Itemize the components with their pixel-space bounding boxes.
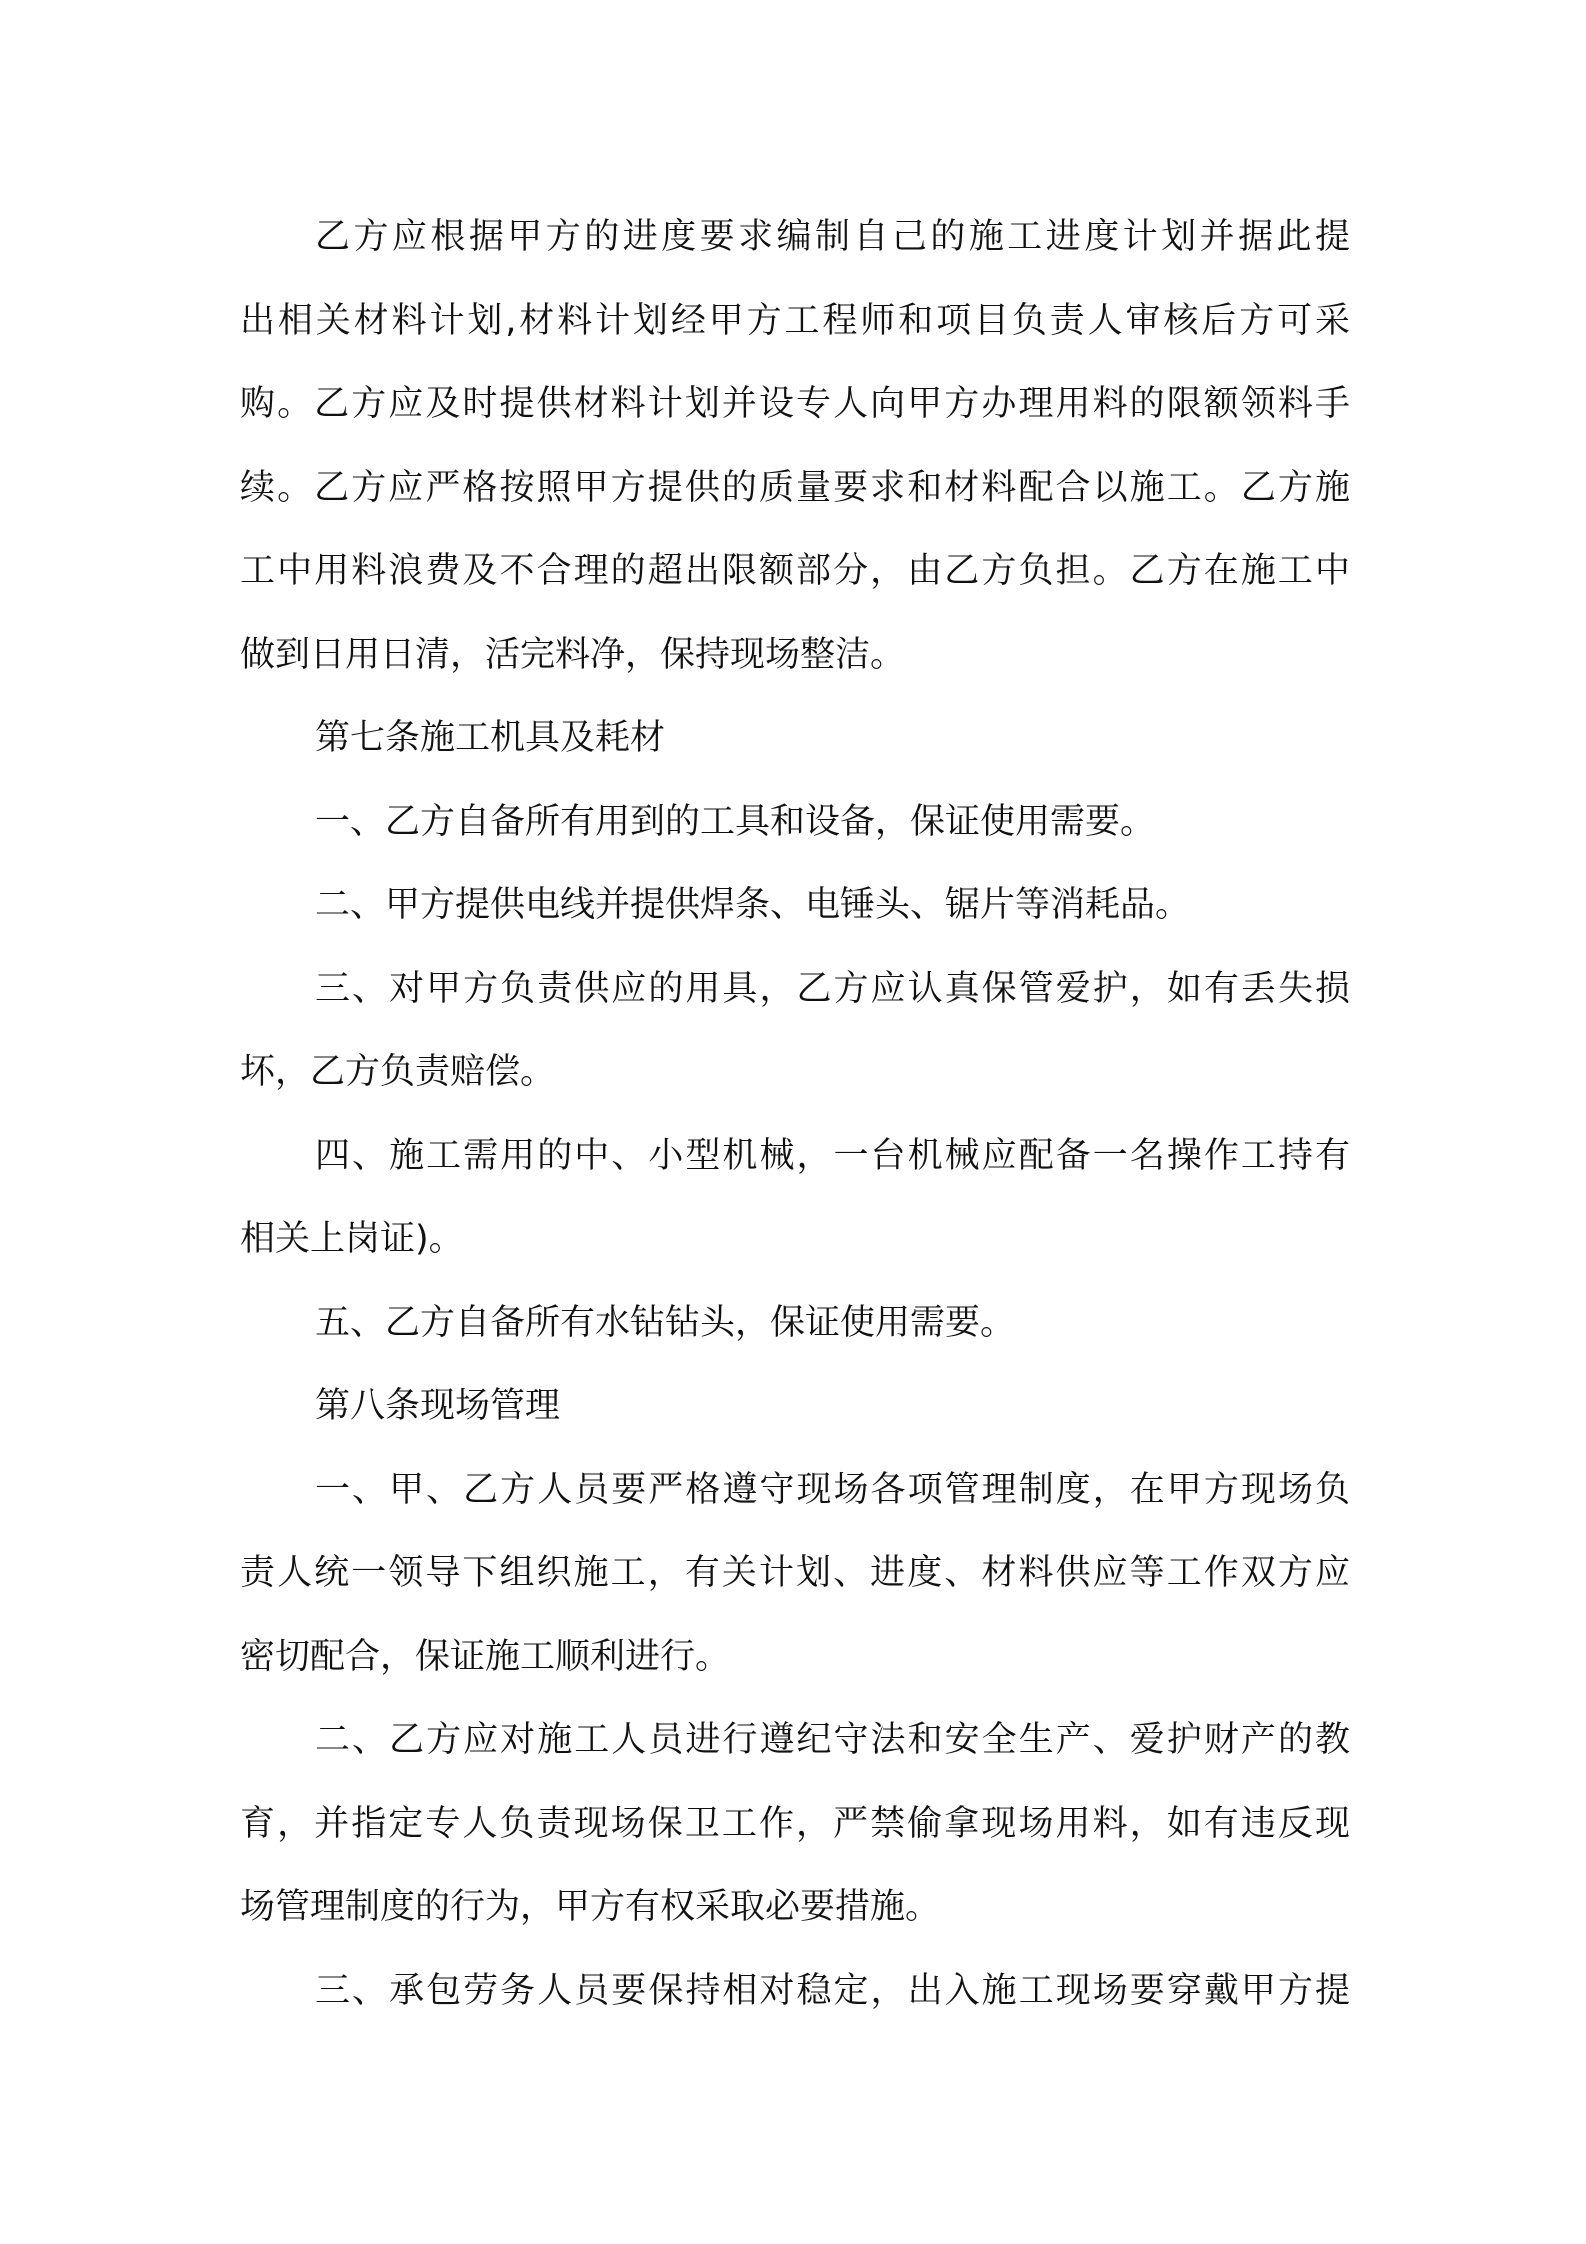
clause-line: 坏，乙方负责赔偿。	[240, 1052, 556, 1092]
clause-line: 一、乙方自备所有用到的工具和设备，保证使用需要。	[315, 801, 1156, 842]
section-heading: 第八条现场管理	[315, 1386, 561, 1426]
clause-line: 二、甲方提供电线并提供焊条、电锤头、锯片等消耗品。	[315, 885, 1191, 925]
paragraph-line: 出相关材料计划,材料计划经甲方工程师和项目负责人审核后方可采	[240, 300, 1350, 341]
clause-line: 场管理制度的行为，甲方有权采取必要措施。	[240, 1887, 941, 1927]
clause-line: 三、承包劳务人员要保持相对稳定，出入施工现场要穿戴甲方提	[315, 1970, 1350, 2011]
paragraph-line: 续。乙方应严格按照甲方提供的质量要求和材料配合以施工。乙方施	[240, 467, 1350, 508]
clause-line: 一、甲、乙方人员要严格遵守现场各项管理制度，在甲方现场负	[315, 1469, 1350, 1510]
clause-line: 密切配合，保证施工顺利进行。	[240, 1636, 731, 1677]
clause-line: 四、施工需用的中、小型机械，一台机械应配备一名操作工持有	[315, 1135, 1350, 1176]
paragraph-line: 购。乙方应及时提供材料计划并设专人向甲方办理用料的限额领料手	[240, 384, 1350, 424]
clause-line: 三、对甲方负责供应的用具，乙方应认真保管爱护，如有丢失损	[315, 968, 1350, 1009]
section-heading: 第七条施工机具及耗材	[315, 718, 666, 758]
paragraph-line: 乙方应根据甲方的进度要求编制自己的施工进度计划并据此提	[315, 217, 1350, 257]
paragraph-line: 工中用料浪费及不合理的超出限额部分，由乙方负担。乙方在施工中	[240, 551, 1350, 591]
clause-line: 责人统一领导下组织施工，有关计划、进度、材料供应等工作双方应	[240, 1553, 1350, 1593]
paragraph-line: 做到日用日清，活完料净，保持现场整洁。	[240, 634, 906, 675]
document-body	[240, 196, 1350, 2033]
clause-line: 二、乙方应对施工人员进行遵纪守法和安全生产、爱护财产的教	[315, 1720, 1350, 1760]
clause-line: 相关上岗证)。	[240, 1219, 464, 1259]
clause-line: 五、乙方自备所有水钻钻头，保证使用需要。	[315, 1302, 1016, 1343]
clause-line: 育，并指定专人负责现场保卫工作，严禁偷拿现场用料，如有违反现	[240, 1803, 1350, 1844]
